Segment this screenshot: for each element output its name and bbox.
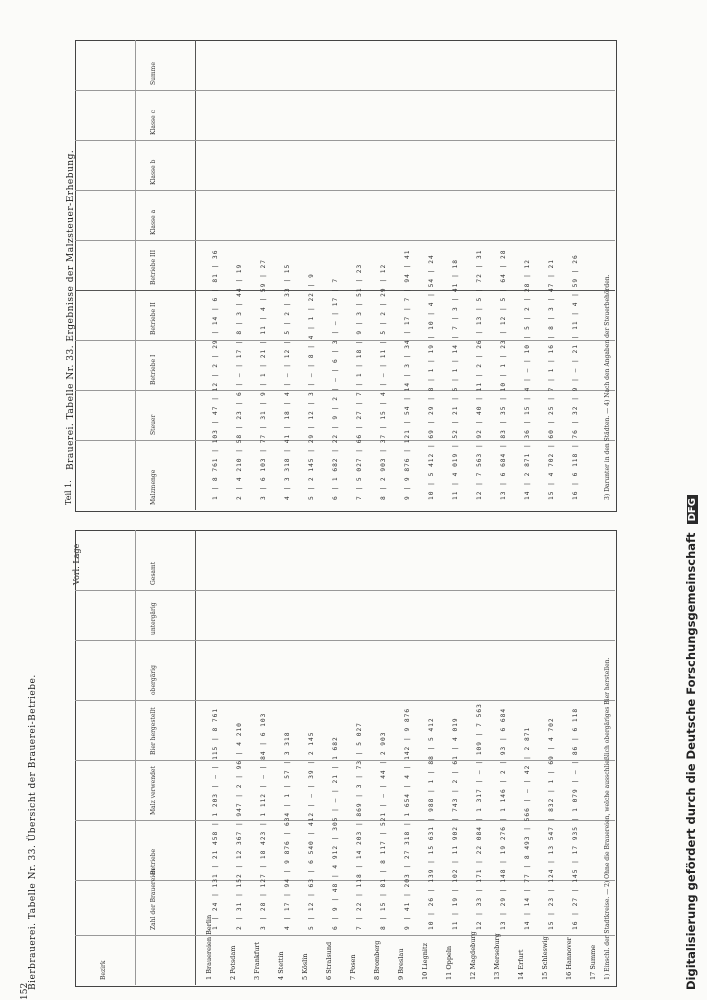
right-col-sep [75, 390, 615, 391]
right-col-header: Summe [150, 62, 157, 85]
left-col-sep [75, 590, 615, 591]
left-col-header: Malz verwendet [150, 766, 157, 815]
right-col-header: Malzmenge [150, 469, 157, 505]
table-row: 11 | 4 019 | 52 | 21 | 5 | 1 | 14 | 7 | 3 | 41 | 18 [452, 259, 459, 500]
table-row: 5 | 12 | 63 | 6 540 | 412 | — | 39 | 2 145 [308, 731, 315, 930]
row-label: 8 Bromberg [373, 940, 381, 980]
table-row: 12 | 7 563 | 92 | 40 | 11 | 2 | 26 | 13 | 5 | 72 | 31 [476, 249, 483, 500]
left-col-header: obergärig [150, 665, 157, 695]
row-label: 17 Summe [589, 944, 597, 980]
table-row: 9 | 41 | 203 | 27 318 | 1 654 | 4 | 142 | 9 876 [404, 707, 411, 930]
row-label: 13 Merseburg [493, 933, 501, 980]
table-row: 7 | 22 | 118 | 14 203 | 869 | 3 | 73 | 5 027 [356, 722, 363, 930]
row-label: 12 Magdeburg [469, 931, 477, 980]
left-table-title: Bierbrauerei. Tabelle Nr. 33. Übersicht der Brauerei-Betriebe. [28, 674, 38, 990]
dfg-logo: DFG [687, 495, 698, 524]
table-row: 1 | 24 | 131 | 21 458 | 1 203 | — | 115 | 8 761 [212, 707, 219, 930]
right-col-header: Klasse b [150, 159, 157, 185]
table-row: 15 | 4 702 | 60 | 25 | 7 | 1 | 16 | 8 | 3 | 47 | 21 [548, 259, 555, 500]
right-col-header: Steuer [150, 414, 157, 435]
right-col-sep [75, 290, 615, 291]
row-label: 7 Posen [349, 954, 357, 980]
row-label: 6 Stralsund [325, 941, 333, 980]
table-row: 6 | 1 682 | 22 | 9 | 2 | — | 6 | 3 | — | 17 | 7 [332, 277, 339, 500]
left-col-sep [75, 935, 615, 936]
right-col-sep [75, 240, 615, 241]
table-row: 8 | 2 903 | 37 | 15 | 4 | — | 11 | 5 | 2 | 29 | 12 [380, 263, 387, 500]
table-row: 7 | 5 027 | 66 | 27 | 7 | 1 | 18 | 9 | 3 | 51 | 23 [356, 263, 363, 500]
dfg-notice-text: Digitalisierung gefördert durch die Deutsche Forschungsgemeinschaft [684, 532, 698, 990]
table-row: 6 | 9 | 48 | 4 912 | 305 | — | 21 | 1 682 [332, 736, 339, 930]
left-col-header: untergärig [150, 602, 157, 635]
table-row: 16 | 6 118 | 76 | 32 | 9 | — | 21 | 11 | 4 | 59 | 26 [572, 254, 579, 500]
row-label: 11 Oppeln [445, 945, 453, 980]
row-label: 16 Hannover [565, 937, 573, 980]
page-number: 152 [20, 982, 30, 1000]
table-row: 2 | 31 | 152 | 12 367 | 947 | 2 | 96 | 4 210 [236, 722, 243, 930]
right-col-header: Klasse c [150, 110, 157, 135]
table-row: 4 | 3 318 | 41 | 18 | 4 | — | 12 | 5 | 2 | 33 | 15 [284, 263, 291, 500]
right-col-header: Klasse a [150, 209, 157, 235]
table-row: 11 | 19 | 102 | 11 902 | 743 | 2 | 61 | 4 019 [452, 717, 459, 930]
table-row: 13 | 6 684 | 83 | 35 | 10 | 1 | 23 | 12 | 5 | 64 | 28 [500, 249, 507, 500]
table-row: 10 | 5 412 | 69 | 29 | 8 | 1 | 19 | 10 | 4 | 54 | 24 [428, 254, 435, 500]
table-row: 16 | 27 | 145 | 17 935 | 1 079 | — | 86 | 6 118 [572, 707, 579, 930]
right-col-sep [75, 190, 615, 191]
right-col-header: Betriebe III [150, 249, 157, 285]
right-col-sep [75, 140, 615, 141]
table-row: 2 | 4 210 | 58 | 23 | 6 | — | 17 | 8 | 3 | 44 | 19 [236, 263, 243, 500]
table-row: 1 | 8 761 | 103 | 47 | 12 | 2 | 29 | 14 | 6 | 81 | 36 [212, 249, 219, 500]
section-label-left: Vorl. Lage [72, 543, 81, 585]
row-label: 14 Erfurt [517, 949, 525, 980]
left-col-header: Zahl der Brauereien [150, 868, 157, 930]
row-label: 3 Frankfurt [253, 941, 261, 980]
table-row: 12 | 33 | 171 | 22 084 | 1 317 | — | 109 | 7 563 [476, 703, 483, 930]
left-col-sep [75, 700, 615, 701]
table-row: 5 | 2 145 | 29 | 12 | 3 | — | 8 | 4 | 1 | 22 | 9 [308, 273, 315, 500]
table-row: 15 | 23 | 124 | 13 547 | 832 | 1 | 69 | 4 702 [548, 717, 555, 930]
footnote-right: 3) Darunter in den Städten. — 4) Nach den Angaben der Steuerbehörden. [604, 274, 611, 500]
table-row: 14 | 14 | 77 | 8 493 | 566 | — | 42 | 2 871 [524, 726, 531, 930]
right-col-header: Betriebe II [150, 302, 157, 335]
table-row: 9 | 9 876 | 121 | 54 | 14 | 3 | 34 | 17 | 7 | 94 | 41 [404, 249, 411, 500]
row-label: 9 Breslau [397, 948, 405, 980]
left-col-sep [75, 640, 615, 641]
right-table-title: Brauerei. Tabelle Nr. 33. Ergebnisse der Malzsteuer-Erhebung. [66, 149, 76, 470]
section-label-right: Teil 1. [64, 480, 73, 505]
table-row: 14 | 2 871 | 36 | 15 | 4 | — | 10 | 5 | 2 | 28 | 12 [524, 259, 531, 500]
table-row: 4 | 17 | 94 | 9 876 | 634 | 1 | 57 | 3 318 [284, 731, 291, 930]
row-label: 5 Köslin [301, 953, 309, 980]
right-col-header: Betriebe I [150, 354, 157, 385]
row-label: 4 Stettin [277, 951, 285, 980]
left-col-header: Bezirk [100, 960, 107, 980]
row-label: 1 Brauereien Berlin [205, 914, 213, 980]
table-row: 3 | 6 103 | 77 | 31 | 9 | 1 | 21 | 11 | 4 | 59 | 27 [260, 259, 267, 500]
table-row: 3 | 28 | 127 | 18 423 | 1 112 | — | 84 | 6 103 [260, 712, 267, 930]
row-label: 10 Liegnitz [421, 942, 429, 980]
dfg-funding-notice [684, 495, 698, 990]
row-label: 15 Schleswig [541, 936, 549, 980]
right-col-sep [75, 90, 615, 91]
left-col-header: Bier hergestellt [150, 707, 157, 755]
row-label: 2 Potsdam [229, 945, 237, 980]
table-row: 10 | 26 | 139 | 15 631 | 988 | 1 | 88 | 5 412 [428, 717, 435, 930]
left-col-sep [75, 820, 615, 821]
left-col-header: Betriebe [150, 848, 157, 875]
table-row: 8 | 15 | 81 | 8 117 | 521 | — | 44 | 2 903 [380, 731, 387, 930]
left-header-divider [195, 530, 196, 985]
right-col-sep [75, 440, 615, 441]
right-col-sep [75, 340, 615, 341]
table-row: 13 | 29 | 148 | 19 276 | 1 146 | 2 | 93 | 6 684 [500, 707, 507, 930]
left-col-sep [75, 760, 615, 761]
left-subheader-divider [135, 530, 136, 985]
left-col-header: Gesamt [150, 561, 157, 585]
footnote-left: 1) Einschl. der Stadtkreise. — 2) Ohne die Brauereien, welche ausschließlich obergäriges Bier herstellen. [604, 657, 611, 980]
